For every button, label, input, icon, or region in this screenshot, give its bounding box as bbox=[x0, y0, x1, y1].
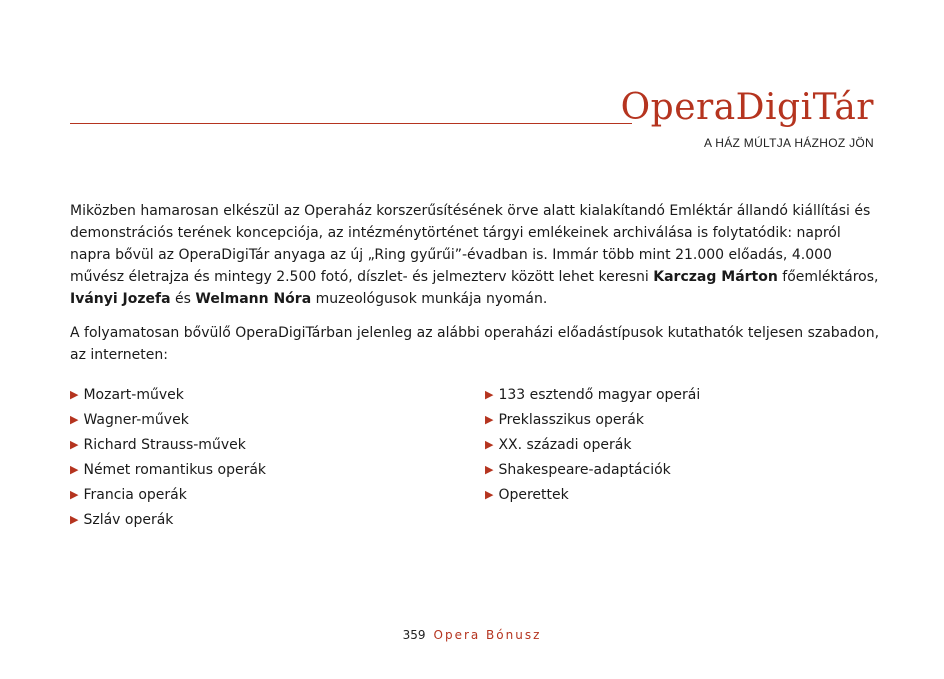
list-item-label: Német romantikus operák bbox=[83, 462, 267, 478]
person-name: Welmann Nóra bbox=[195, 291, 312, 307]
triangle-right-icon: ▶ bbox=[485, 438, 494, 451]
triangle-right-icon: ▶ bbox=[70, 438, 79, 451]
triangle-right-icon: ▶ bbox=[70, 463, 79, 476]
intro-text-2: főemléktáros, bbox=[777, 269, 879, 285]
list-item bbox=[485, 383, 700, 408]
list-item-label: Preklasszikus operák bbox=[498, 412, 644, 428]
intro-paragraph bbox=[70, 200, 880, 310]
list-item bbox=[70, 433, 266, 458]
list-item-label: Richard Strauss-művek bbox=[83, 437, 246, 453]
performance-type-list-right bbox=[485, 383, 700, 508]
list-item-label: 133 esztendő magyar operái bbox=[498, 387, 701, 403]
triangle-right-icon: ▶ bbox=[70, 513, 79, 526]
intro-text-3: és bbox=[170, 291, 196, 307]
page-tagline: A HÁZ MÚLTJA HÁZHOZ JÖN bbox=[703, 136, 874, 150]
intro-text-1: Miközben hamarosan elkészül az Operaház korszerűsítésének örve alatt kialakítandó Emléktár állandó kiállítási és demonstrációs terének koncepciója, az intézménytörténet tárgyi emlékeinek archiválása is folytatódik: napról napra bővül az OperaDigiTár anyaga az új „Ring gyűrűi”-évadban is. Immár több mint 21.000 előadás, 4.000 művész életrajza és mintegy 2.500 fotó, díszlet- és jelmezterv között lehet keresni bbox=[70, 203, 871, 285]
list-item-label: Francia operák bbox=[83, 487, 187, 503]
list-item-label: Szláv operák bbox=[83, 512, 174, 528]
triangle-right-icon: ▶ bbox=[485, 488, 494, 501]
performance-type-list-left bbox=[70, 383, 266, 533]
list-item-label: Shakespeare-adaptációk bbox=[498, 462, 671, 478]
person-name: Iványi Jozefa bbox=[70, 291, 171, 307]
list-item bbox=[485, 483, 700, 508]
triangle-right-icon: ▶ bbox=[485, 388, 494, 401]
list-item bbox=[485, 408, 700, 433]
list-item bbox=[485, 433, 700, 458]
list-item bbox=[70, 458, 266, 483]
list-item bbox=[70, 383, 266, 408]
second-paragraph: A folyamatosan bővülő OperaDigiTárban jelenleg az alábbi operaházi előadástípusok kutathatók teljesen szabadon, az interneten: bbox=[70, 325, 880, 363]
list-item bbox=[70, 483, 266, 508]
triangle-right-icon: ▶ bbox=[70, 488, 79, 501]
page-footer bbox=[0, 628, 944, 642]
triangle-right-icon: ▶ bbox=[70, 388, 79, 401]
page-title: OperaDigiTár bbox=[620, 87, 874, 128]
list-item-label: Operettek bbox=[498, 487, 569, 503]
list-item-label: XX. századi operák bbox=[498, 437, 632, 453]
intro-text-4: muzeológusok munkája nyomán. bbox=[311, 291, 548, 307]
list-item bbox=[485, 458, 700, 483]
list-item-label: Wagner-művek bbox=[83, 412, 189, 428]
triangle-right-icon: ▶ bbox=[70, 413, 79, 426]
triangle-right-icon: ▶ bbox=[485, 413, 494, 426]
section-name: Opera Bónusz bbox=[433, 628, 542, 642]
page-number: 359 bbox=[402, 628, 426, 642]
list-item bbox=[70, 508, 266, 533]
header-rule bbox=[70, 123, 632, 124]
list-item bbox=[70, 408, 266, 433]
list-item-label: Mozart-művek bbox=[83, 387, 184, 403]
triangle-right-icon: ▶ bbox=[485, 463, 494, 476]
person-name: Karczag Márton bbox=[653, 269, 778, 285]
